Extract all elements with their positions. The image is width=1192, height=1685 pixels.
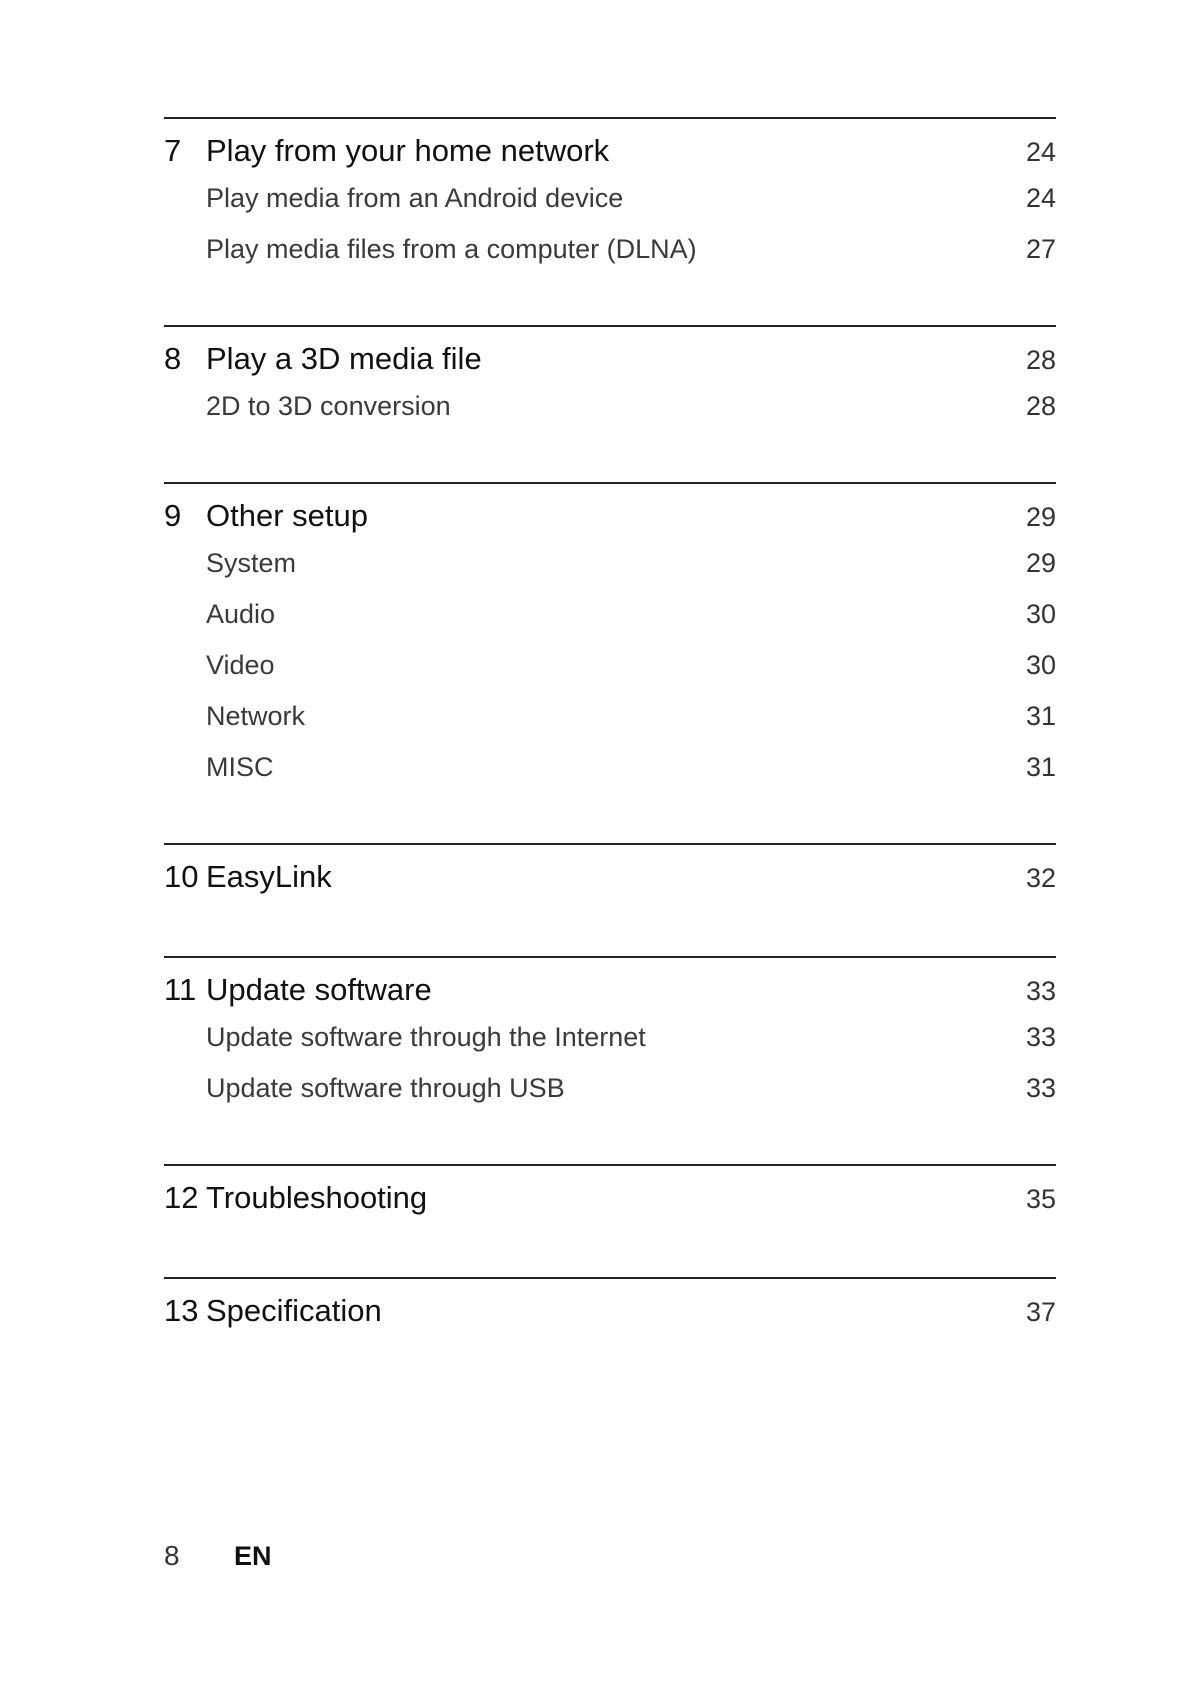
chapter-page-number: 28 [1025,345,1056,375]
subsection-title: MISC [206,752,274,782]
subsection-title: 2D to 3D conversion [206,391,451,421]
chapter-number: 12 [164,1180,199,1215]
chapter-page-number: 29 [1025,502,1056,532]
chapter-number: 9 [164,498,182,533]
chapter-page-number: 33 [1025,976,1056,1006]
subsection-page-number: 30 [1025,650,1056,680]
toc-section [164,843,1056,909]
toc-subsection-entry[interactable] [164,599,1056,650]
subsection-page-number: 27 [1025,234,1056,264]
toc-section [164,1277,1056,1343]
toc-chapter-entry[interactable] [164,1293,1056,1343]
subsection-title: Play media files from a computer (DLNA) [206,234,697,264]
subsection-title: Network [206,701,306,731]
subsection-page-number: 31 [1025,752,1056,782]
toc-subsection-entry[interactable] [164,548,1056,599]
subsection-page-number: 33 [1025,1073,1056,1103]
toc-chapter-entry[interactable] [164,133,1056,183]
toc-subsection-entry[interactable] [164,752,1056,796]
page-footer [164,1540,272,1572]
toc-subsection-entry[interactable] [164,1022,1056,1073]
footer-language: EN [234,1541,272,1571]
chapter-title: Troubleshooting [206,1180,428,1215]
subsection-title: Update software through the Internet [206,1022,646,1052]
toc-section [164,1164,1056,1230]
chapter-number: 11 [164,972,197,1007]
toc-section [164,325,1056,435]
chapter-number: 10 [164,859,199,894]
subsection-page-number: 29 [1025,548,1056,578]
toc-subsection-entry[interactable] [164,391,1056,435]
chapter-number: 13 [164,1293,199,1328]
chapter-title: Play a 3D media file [206,341,482,376]
toc-chapter-entry[interactable] [164,859,1056,909]
toc-chapter-entry[interactable] [164,341,1056,391]
chapter-number: 8 [164,341,182,376]
toc-subsection-entry[interactable] [164,650,1056,701]
chapter-title: Specification [206,1293,382,1328]
toc-chapter-entry[interactable] [164,972,1056,1022]
chapter-page-number: 24 [1025,137,1056,167]
chapter-title: Other setup [206,498,368,533]
toc-subsection-entry[interactable] [164,234,1056,278]
subsection-page-number: 31 [1025,701,1056,731]
toc-chapter-entry[interactable] [164,498,1056,548]
subsection-title: Play media from an Android device [206,183,624,213]
toc-section [164,956,1056,1117]
table-of-contents [164,117,1056,1390]
subsection-title: System [206,548,297,578]
subsection-title: Update software through USB [206,1073,565,1103]
subsection-page-number: 24 [1025,183,1056,213]
toc-subsection-entry[interactable] [164,1073,1056,1117]
chapter-title: Update software [206,972,432,1007]
toc-subsection-entry[interactable] [164,701,1056,752]
toc-section [164,482,1056,796]
toc-chapter-entry[interactable] [164,1180,1056,1230]
chapter-title: Play from your home network [206,133,610,168]
subsection-title: Audio [206,599,276,629]
subsection-page-number: 28 [1025,391,1056,421]
toc-subsection-entry[interactable] [164,183,1056,234]
footer-page-number: 8 [164,1540,180,1571]
subsection-page-number: 33 [1025,1022,1056,1052]
subsection-title: Video [206,650,275,680]
subsection-page-number: 30 [1025,599,1056,629]
chapter-page-number: 37 [1025,1297,1056,1327]
toc-section [164,117,1056,278]
chapter-page-number: 35 [1025,1184,1056,1214]
chapter-number: 7 [164,133,182,168]
chapter-title: EasyLink [206,859,332,894]
chapter-page-number: 32 [1025,863,1056,893]
